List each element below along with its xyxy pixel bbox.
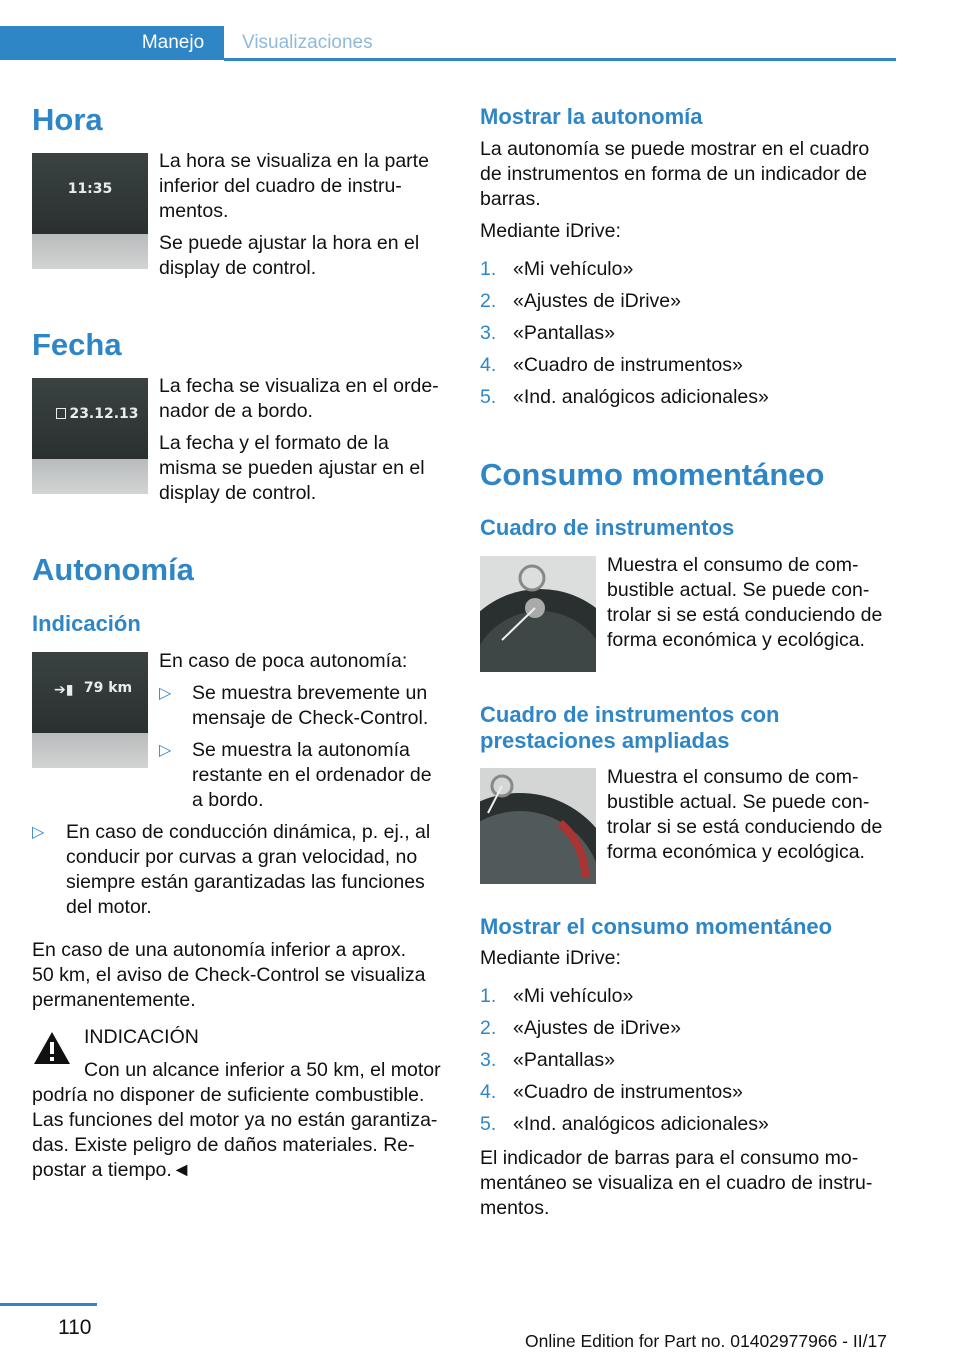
triangle-bullet-icon: ▷ — [32, 824, 45, 841]
heading-hora: Hora — [32, 102, 103, 137]
triangle-bullet-icon: ▷ — [159, 685, 172, 702]
list-item: 1. «Mi vehículo» — [480, 258, 634, 280]
warning-text: podría no disponer de suficiente combustible. Las funciones del motor ya no están garantiza- das. Existe peligro de daños materiales. Re- postar a tiempo.◄ — [32, 1084, 438, 1181]
consumo-via: Mediante iDrive: — [480, 947, 621, 969]
consumo-paragraph-2: Muestra el consumo de com- bustible actual. Se puede con- trolar si se está conduciendo de forma económica y ecológica. — [607, 766, 883, 863]
header-subsection: Visualizaciones — [242, 32, 373, 53]
hora-paragraph-2: Se puede ajustar la hora en el display de control. — [159, 232, 420, 279]
list-item: 3. «Pantallas» — [480, 1049, 615, 1071]
autonomia-wide-bullet — [32, 820, 452, 920]
list-item: 1. «Mi vehículo» — [480, 985, 634, 1007]
fecha-paragraph-1: La fecha se visualiza en el orde- nador de a bordo. — [159, 375, 439, 422]
list-item: ▷ En caso de conducción dinámica, p. ej., al conducir por curvas a gran velocidad, no siempre están garantizadas las funciones del motor. — [32, 821, 431, 918]
edition-text: Online Edition for Part no. 01402977966 - II/17 — [525, 1331, 887, 1351]
consumo-steps — [480, 984, 900, 1144]
list-item: 4. «Cuadro de instrumentos» — [480, 1081, 743, 1103]
list-item: 2. «Ajustes de iDrive» — [480, 1017, 681, 1039]
consumo-paragraph-1: Muestra el consumo de com- bustible actual. Se puede con- trolar si se está conduciendo de forma económica y ecológica. — [607, 554, 883, 651]
warning-title: INDICACIÓN — [84, 1026, 199, 1048]
fecha-paragraph-2: La fecha y el formato de la misma se pueden ajustar en el display de control. — [159, 432, 425, 504]
heading-autonomia: Autonomía — [32, 552, 194, 587]
autonomia-display-image — [32, 652, 148, 768]
warning-icon — [32, 1030, 72, 1066]
autonomia-display-text: 79 km — [83, 680, 133, 696]
triangle-bullet-icon: ▷ — [159, 742, 172, 759]
mostrar-autonomia-steps — [480, 257, 900, 417]
mostrar-autonomia-paragraph: La autonomía se puede mostrar en el cuadro de instrumentos en forma de un indicador de barras. — [480, 138, 870, 210]
list-item: ▷ Se muestra la autonomía restante en el ordenador de a bordo. — [159, 739, 432, 811]
list-item: 2. «Ajustes de iDrive» — [480, 290, 681, 312]
warning-first-line: Con un alcance inferior a 50 km, el motor — [84, 1059, 441, 1081]
footer-rule — [0, 1303, 97, 1306]
hora-display-image — [32, 153, 148, 269]
fecha-display-text: 23.12.13 — [69, 406, 139, 422]
gauge-image-standard — [480, 556, 596, 672]
fuel-pump-icon: ➔▮ — [54, 682, 74, 698]
mostrar-autonomia-via: Mediante iDrive: — [480, 220, 621, 242]
autonomia-intro: En caso de poca autonomía: — [159, 650, 408, 672]
autonomia-paragraph: En caso de una autonomía inferior a aprox. 50 km, el aviso de Check-Control se visualiza permanentemente. — [32, 939, 426, 1011]
heading-indicacion: Indicación — [32, 611, 141, 636]
heading-fecha: Fecha — [32, 327, 122, 362]
heading-cuadro-instrumentos: Cuadro de instrumentos — [480, 515, 735, 540]
consumo-end-paragraph: El indicador de barras para el consumo mo- mentáneo se visualiza en el cuadro de instru- mentos. — [480, 1147, 873, 1219]
heading-cuadro-ampliado: Cuadro de instrumentos con prestaciones ampliadas — [480, 702, 780, 753]
hora-display-text: 11:35 — [67, 181, 113, 197]
heading-mostrar-autonomia: Mostrar la autonomía — [480, 104, 703, 129]
list-item: ▷ Se muestra brevemente un mensaje de Check-Control. — [159, 682, 429, 729]
hora-paragraph-1: La hora se visualiza en la parte inferior del cuadro de instru- mentos. — [159, 150, 429, 222]
list-item: 3. «Pantallas» — [480, 322, 615, 344]
page-number: 110 — [58, 1316, 92, 1339]
heading-mostrar-consumo: Mostrar el consumo momentáneo — [480, 914, 833, 939]
autonomia-bullet-list — [159, 681, 449, 813]
fecha-display-image — [32, 378, 148, 494]
list-item: 5. «Ind. analógicos adicionales» — [480, 386, 769, 408]
header-section: Manejo — [141, 32, 205, 53]
gauge-image-extended — [480, 768, 596, 884]
list-item: 5. «Ind. analógicos adicionales» — [480, 1113, 769, 1135]
list-item: 4. «Cuadro de instrumentos» — [480, 354, 743, 376]
heading-consumo: Consumo momentáneo — [480, 457, 825, 492]
